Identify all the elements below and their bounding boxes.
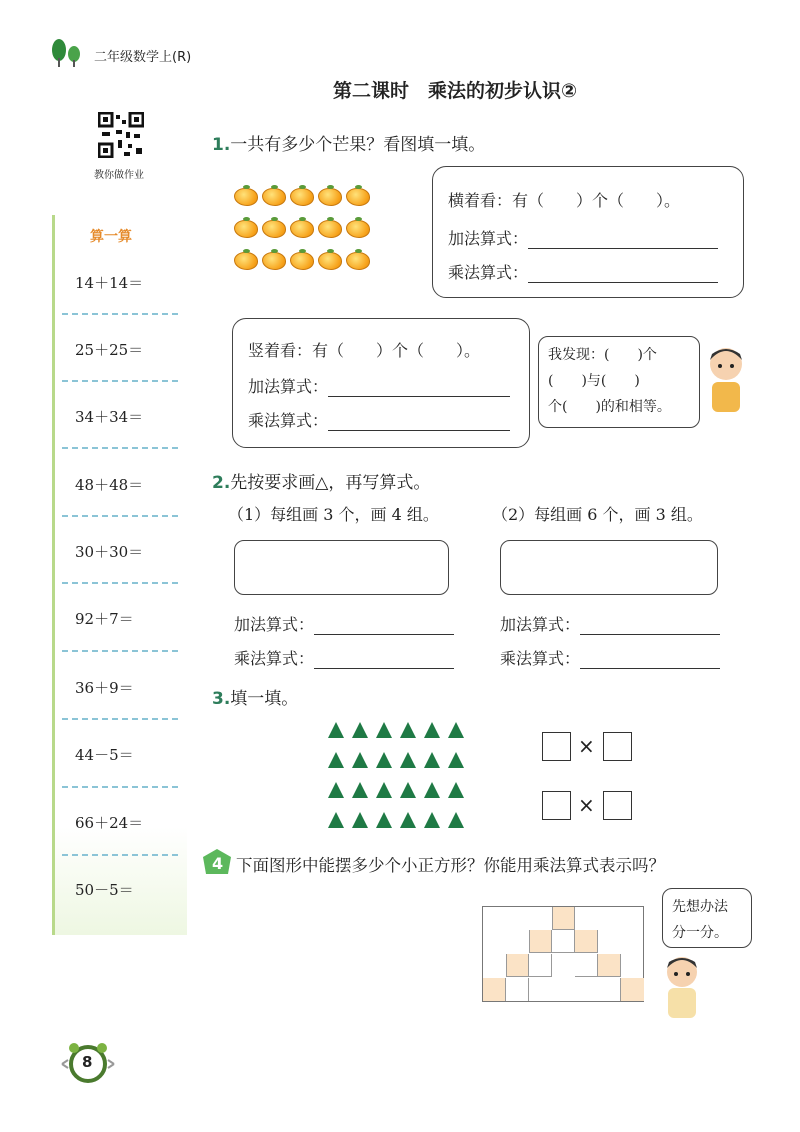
answer-box[interactable] [603, 791, 632, 820]
book-title: 二年级数学上(R) [94, 50, 192, 65]
tree-icon [50, 38, 86, 68]
square-staircase-figure [482, 906, 644, 1002]
times-sign: × [578, 734, 595, 758]
vertical-add[interactable]: 加法算式： [248, 374, 510, 397]
q1-prompt: 1.一共有多少个芒果？看图填一填。 [212, 135, 486, 155]
q2-prompt: 2.先按要求画△，再写算式。 [212, 473, 431, 493]
discover-line2: ( )与( ) [548, 373, 640, 389]
sidebar-item: 25＋25＝ [75, 341, 144, 359]
triangle-grid [326, 718, 476, 838]
qr-caption: 教你做作业 [94, 170, 144, 181]
sidebar-item: 36＋9＝ [75, 679, 134, 697]
q3-prompt: 3.填一填。 [212, 689, 299, 709]
q4-prompt: 下面图形中能摆多少个小正方形？你能用乘法算式表示吗？ [236, 856, 665, 875]
page-number: 8 [82, 1053, 93, 1071]
sidebar-item: 34＋34＝ [75, 408, 144, 426]
q4-badge [202, 848, 232, 876]
sidebar-item: 66＋24＝ [75, 814, 144, 832]
boy-icon [660, 952, 704, 1022]
hint-line2: 分一分。 [672, 925, 728, 941]
answer-box[interactable] [603, 732, 632, 761]
q4-number: 4 [212, 854, 224, 873]
sidebar-item: 50－5＝ [75, 881, 134, 899]
answer-box[interactable] [542, 732, 571, 761]
times-sign: × [578, 793, 595, 817]
sidebar-item: 30＋30＝ [75, 543, 144, 561]
sidebar-item: 44－5＝ [75, 746, 134, 764]
discover-line1: 我发现：( )个 [548, 347, 657, 363]
horizontal-mul[interactable]: 乘法算式： [448, 260, 718, 283]
qr-code[interactable] [98, 112, 144, 158]
q2-part2-label: （2）每组画 6 个，画 3 组。 [492, 505, 703, 524]
mango-grid [232, 184, 382, 279]
sidebar-item: 48＋48＝ [75, 476, 144, 494]
horizontal-label: 横着看：有（ ）个（ ）。 [448, 191, 681, 210]
q2-part2-mul[interactable]: 乘法算式： [500, 646, 720, 669]
lesson-title: 第二课时 乘法的初步认识② [333, 80, 578, 102]
q2-part1-add[interactable]: 加法算式： [234, 612, 454, 635]
q2-part1-mul[interactable]: 乘法算式： [234, 646, 454, 669]
discover-line3: 个( )的和相等。 [548, 399, 671, 415]
q2-part2-add[interactable]: 加法算式： [500, 612, 720, 635]
q2-draw-box-2[interactable] [500, 540, 718, 595]
hint-line1: 先想办法 [672, 899, 728, 915]
sidebar-title: 算一算 [90, 229, 132, 245]
sidebar-item: 92＋7＝ [75, 610, 134, 628]
vertical-label: 竖着看：有（ ）个（ ）。 [248, 341, 481, 360]
answer-box[interactable] [542, 791, 571, 820]
horizontal-add[interactable]: 加法算式： [448, 226, 718, 249]
vertical-mul[interactable]: 乘法算式： [248, 408, 510, 431]
boy-icon [702, 342, 750, 418]
q2-part1-label: （1）每组画 3 个，画 4 组。 [228, 505, 439, 524]
q2-draw-box-1[interactable] [234, 540, 449, 595]
sidebar-item: 14＋14＝ [75, 274, 144, 292]
